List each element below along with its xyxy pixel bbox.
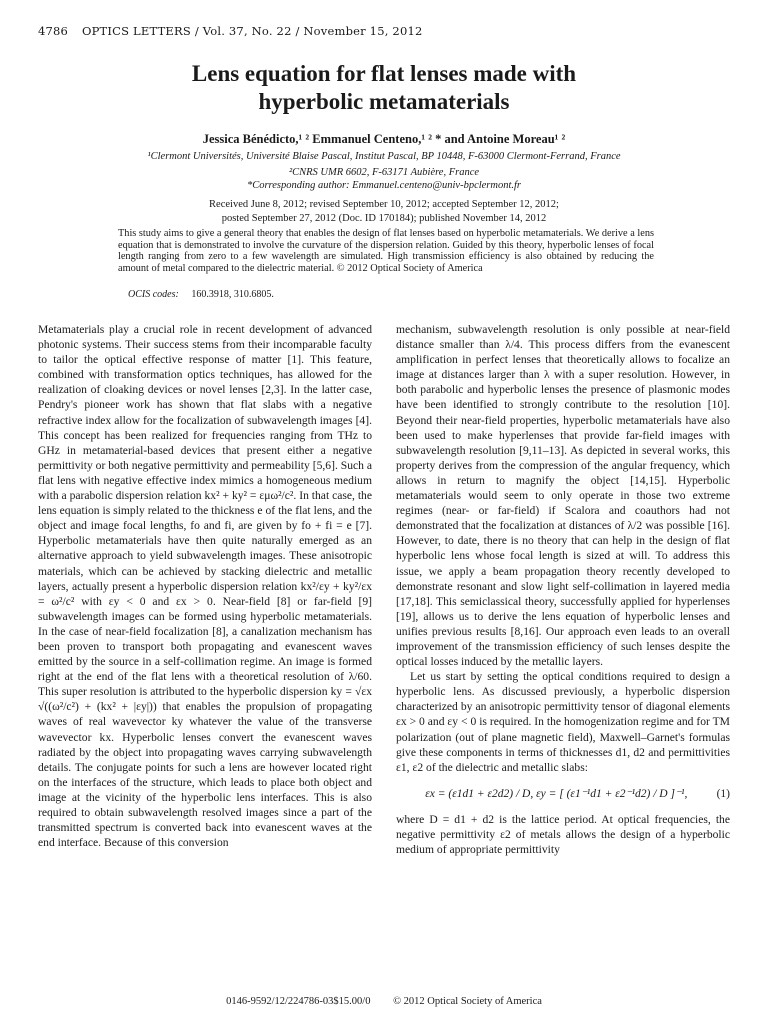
affiliation-1: ¹Clermont Universités, Université Blaise Pascal, Institut Pascal, BP 10448, F-63000 Clermont-Ferrand, France [147, 151, 621, 162]
body-paragraph: Metamaterials play a crucial role in recent development of advanced photonic systems. Their success stems from their incomparable faculty to tailor the optical effective response of matter [1]. This feature, combined with transformation optics techniques, has allowed for the realization of cloaking devices or novel lenses [2,3]. In the latter case, Pendry's pioneer work has shown that flat slabs with a negative refractive index allow for the focalization of subwavelength images [4]. This concept has been realized for frequencies ranging from THz to GHz in metamaterial-based devices that present either a negative permittivity or both negative permittivity and permeability [5,6]. Such a flat lens with negative effective index mimics a homogeneous medium with a parabolic dispersion relation kx² + ky² = εμω²/c². In that case, the lens equation is simply related to the thickness e of the flat lens, and the object and image focal lengths, fo and fi, are given by fo + fi = e [7]. Hyperbolic metamaterials have then quite naturally emerged as an alternative approach to yield subwavelength images. These anisotropic materials, which can be achieved by stacking dielectric and metallic layers, actually present a hyperbolic dispersion relation kx²/εy + ky²/εx = ω²/c² with εy < 0 and εx > 0. Near-field [8] or far-field [9] subwavelength images can be formed using hyperbolic metamaterials. In the case of near-field focalization [8], a canalization mechanism has been proven to transport both propagating and evanescent waves emitted by the source in a self-collimation regime. An image is formed right at the end of the flat lens with a theoretical resolution of λ/60. This super resolution is attributed to the hyperbolic dispersion ky = √εx √((ω²/c²) + (kx² + |εy|)) that enables the propulsion of propagating waves of real wavevector ky whatever the value of the transverse wavevector kx. Hyperbolic lenses convert the evanescent waves radiated by the object into propagating waves carrying subwavelength details. The conjugate points for such a lens are however located right on the interfaces of the structure, which leads to place both object and image at the vicinity of the hyperbolic lens interfaces. This is also required to obtain subwavelength resolved images since a part of the transmitted spectrum is converted back into evanescent waves at the end interface. Because of this conversion [38, 323, 372, 850]
copyright: © 2012 Optical Society of America [393, 996, 542, 1007]
publication-history [0, 198, 768, 225]
body-paragraph: Let us start by setting the optical conditions required to design a hyperbolic lens. As discussed previously, a hyperbolic dispersion characterized by an anisotropic permittivity tensor of diagonal elements εx > 0 and εy < 0 is required. In the homogenization regime and for TM polarization (out of plane magnetic field), Maxwell–Garnet's formulas give these components in terms of thicknesses d1, d2 and permittivities ε1, ε2 of the dielectric and metallic slabs: [396, 670, 730, 774]
title-line-2: hyperbolic metamaterials [258, 89, 510, 114]
equation-number: (1) [716, 787, 730, 800]
paper-title [0, 60, 768, 116]
page-footer [0, 996, 768, 1007]
history-line-1: Received June 8, 2012; revised September 10, 2012; accepted September 12, 2012; [209, 199, 559, 210]
body-paragraph: mechanism, subwavelength resolution is only possible at near-field distance smaller than λ/4. This process differs from the evanescent amplification in perfect lenses that theoretically allows to focalize an image at distances larger than λ with a super resolution. However, in both parabolic and hyperbolic lenses the presence of plasmonic modes have been identified to strongly contribute to the resolution [10]. Beyond their near-field properties, hyperbolic metamaterials have also been used to make hyperlenses that provide far-field images with subwavelength resolution [9,11–13]. As depicted in several works, this property derives from the compression of the angular frequency, which allows in return to magnify the object [14,15]. Hyperbolic metamaterials would seem to only operate in those two extreme regimes (near- or far-field) if Scalora and coauthors had not demonstrated that the focalization at distances of λ/2 was possible [16]. However, to date, there is no theory that can help in the design of flat hyperbolic lens whose focal length is sized at will. To address this issue, we apply a beam propagation theory recently developed to demonstrate resonant and slow light self-collimation in layered media [17,18]. This semiclassical theory, successfully applied for hyperlenses [19], allows us to derive the lens equation of hyperbolic lenses and unifies previous results [8,16]. Our approach even leads to an overall improvement of the transmission efficiency of such lenses despite the optical losses induced by the metallic layers. [396, 323, 730, 669]
author-list: Jessica Bénédicto,¹ ² Emmanuel Centeno,¹ ² * and Antoine Moreau¹ ² [202, 132, 566, 146]
ocis-values: 160.3918, 310.6805. [191, 289, 274, 300]
ocis-label: OCIS codes: [128, 289, 179, 300]
body-column-right [396, 322, 730, 857]
equation-1 [396, 787, 730, 802]
body-column-left [38, 322, 372, 850]
page-number: 4786 [38, 24, 69, 38]
article-code: 0146-9592/12/224786-03$15.00/0 [226, 996, 371, 1007]
equation-text: εx = (ε1d1 + ε2d2) / D, εy = [ (ε1⁻¹d1 + ε2⁻¹d2) / D ]⁻¹, [425, 787, 688, 800]
affiliation-2: ²CNRS UMR 6602, F-63171 Aubière, France [288, 167, 480, 178]
body-paragraph: where D = d1 + d2 is the lattice period. At optical frequencies, the negative permittivity ε2 of metals allows the design of a hyperbolic medium of appropriate permittivity [396, 812, 730, 857]
running-header [38, 24, 728, 38]
abstract: This study aims to give a general theory that enables the design of flat lenses based on hyperbolic metamaterials. We derive a lens equation that is demonstrated to involve the curvature of the dispersion relation. Guided by this theory, hyperbolic lenses of focal length ranging from zero to a few wavelength are simulated. High transmission efficiency is also obtained by reducing the amount of metal compared to the dielectric material. © 2012 Optical Society of America [118, 228, 654, 274]
title-line-1: Lens equation for flat lenses made with [191, 61, 577, 86]
ocis-codes [128, 289, 274, 300]
history-line-2: posted September 27, 2012 (Doc. ID 170184); published November 14, 2012 [221, 212, 547, 224]
corresponding-author: *Corresponding author: Emmanuel.centeno@univ-bpclermont.fr [246, 180, 522, 191]
journal-citation: OPTICS LETTERS / Vol. 37, No. 22 / November 15, 2012 [81, 24, 423, 38]
